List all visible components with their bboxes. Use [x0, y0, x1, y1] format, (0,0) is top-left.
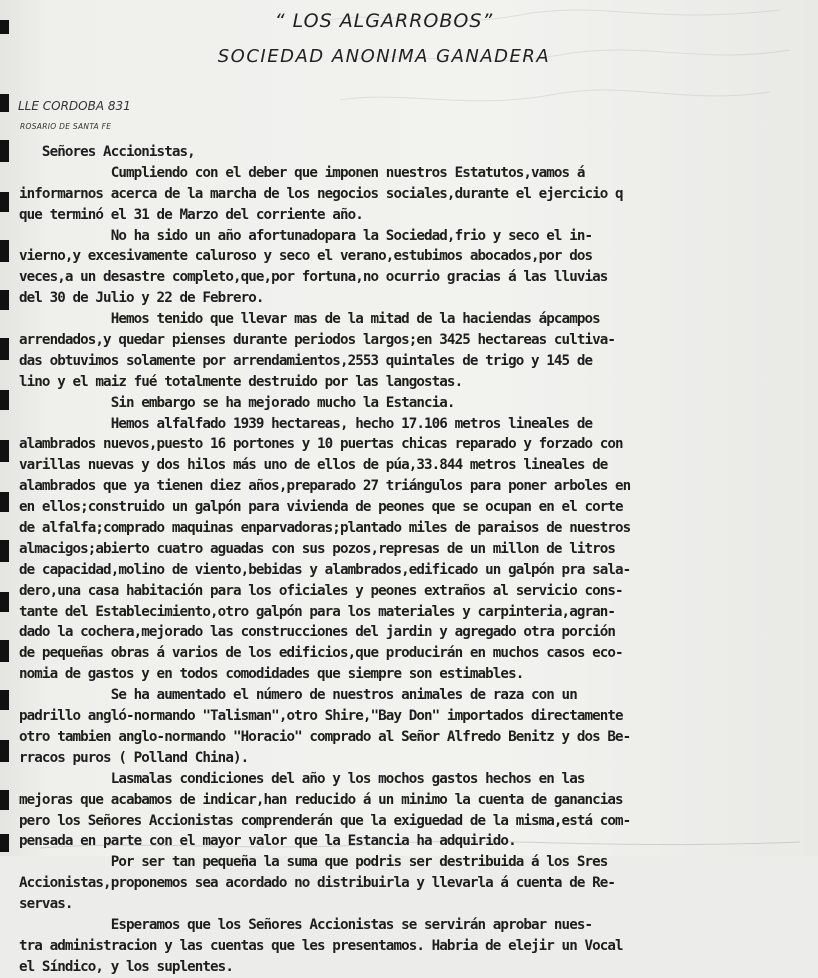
company-name: “ LOS ALGARROBOS” [274, 10, 494, 32]
body-line: dado la cochera,mejorado las construcciones del jardin y agregado otra porción [19, 624, 616, 641]
binding-hole [0, 640, 9, 662]
body-line: Lasmalas condiciones del año y los mochos gastos hechos en las [19, 770, 585, 787]
body-line: Accionistas,proponemos sea acordado no distribuirla y llevarla á cuenta de Re- [19, 875, 616, 892]
binding-hole [0, 192, 9, 212]
company-type: SOCIEDAD ANONIMA GANADERA [217, 46, 551, 67]
body-line: del 30 de Julio y 22 de Febrero. [19, 290, 264, 307]
city-address: ROSARIO DE SANTA FE [20, 122, 112, 131]
binding-hole [0, 492, 9, 512]
body-line: almacigos;abierto cuatro aguadas con sus pozos,represas de un millon de litros [19, 540, 616, 557]
binding-hole [0, 140, 9, 162]
binding-hole [0, 592, 9, 612]
body-line: Hemos tenido que llevar mas de la mitad de la haciendas ápcampos [19, 311, 600, 328]
body-line: de pequeñas obras á varios de los edificios,que producirán en muchos casos eco- [19, 645, 623, 662]
body-line: informarnos acerca de la marcha de los negocios sociales,durante el ejercicio q [19, 185, 623, 202]
binding-hole [0, 740, 9, 762]
binding-hole [0, 94, 9, 112]
binding-hole [0, 690, 9, 710]
body-line: dero,una casa habitación para los oficiales y peones extraños al servicio cons- [19, 582, 623, 599]
body-line: vierno,y excesivamente caluroso y seco el verano,estubimos abocados,por dos [19, 248, 593, 265]
body-line: No ha sido un año afortunadopara la Sociedad,frio y seco el in- [19, 227, 593, 244]
body-line: otro tambien anglo-normando "Horacio" comprado al Señor Alfredo Benitz y dos Be- [19, 728, 631, 745]
body-line: servas. [19, 896, 73, 913]
body-line: Sin embargo se ha mejorado mucho la Estancia. [19, 394, 455, 411]
body-line: Por ser tan pequeña la suma que podris ser destribuida á los Sres [19, 854, 608, 871]
body-line: das obtuvimos solamente por arrendamientos,2553 quintales de trigo y 145 de [19, 352, 593, 369]
body-line: en ellos;construido un galpón para vivienda de peones que se ocupan en el corte [19, 499, 623, 516]
binding-hole [0, 440, 9, 462]
body-line: varillas nuevas y dos hilos más uno de ellos de púa,33.844 metros lineales de [19, 457, 608, 474]
body-line: Esperamos que los Señores Accionistas se servirán aprobar nues- [19, 916, 593, 933]
binding-hole [0, 790, 9, 810]
body-line: mejoras que acabamos de indicar,han reducido á un minimo la cuenta de ganancias [19, 791, 623, 808]
body-line: padrillo angló-normando "Talisman",otro Shire,"Bay Don" importados directamente [19, 708, 623, 725]
binding-hole [0, 290, 9, 310]
body-line: tante del Establecimiento,otro galpón para los materiales y carpinteria,agran- [19, 603, 616, 620]
body-line: alambrados que ya tienen diez años,preparado 27 triángulos para poner arboles en [19, 478, 631, 495]
body-line: rracos puros ( Polland China). [19, 749, 249, 766]
body-line: Señores Accionistas, [19, 144, 195, 160]
body-line: veces,a un desastre completo,que,por fortuna,no ocurrio gracias á las lluvias [19, 269, 608, 286]
body-line: nomia de gastos y en todos comodidades que siempre son estimables. [19, 666, 524, 683]
body-line: Cumpliendo con el deber que imponen nuestros Estatutos,vamos á [19, 164, 585, 181]
body-line: Se ha aumentado el número de nuestros animales de raza con un [19, 687, 577, 704]
show-through-handwriting-bottom [0, 836, 818, 856]
body-line: pensada en parte con el mayor valor que la Estancia ha adquirido. [19, 833, 516, 850]
body-line: que terminó el 31 de Marzo del corriente año. [19, 206, 363, 223]
binding-hole [0, 338, 9, 360]
body-line: lino y el maiz fué totalmente destruido por las langostas. [19, 373, 463, 390]
body-line: pero los Señores Accionistas comprenderán que la exiguedad de la misma,está com- [19, 812, 631, 829]
binding-hole [0, 240, 9, 262]
body-line: el Síndico, y los suplentes. [19, 958, 233, 975]
street-address: LLE CORDOBA 831 [18, 99, 131, 113]
body-line: de capacidad,molino de viento,bebidas y alambrados,edificado un galpón pra sala- [19, 561, 631, 578]
body-line: arrendados,y quedar pienses durante periodos largos;en 3425 hectareas cultiva- [19, 332, 616, 349]
binding-hole [0, 540, 9, 562]
body-line: Hemos alfalfado 1939 hectareas, hecho 17.106 metros lineales de [19, 415, 593, 432]
body-line: tra administracion y las cuentas que les presentamos. Habria de elejir un Vocal [19, 937, 623, 954]
body-line: de alfalfa;comprado maquinas enparvadoras;plantado miles de paraisos de nuestros [19, 520, 631, 537]
body-line: alambrados nuevos,puesto 16 portones y 10 puertas chicas reparado y forzado con [19, 436, 623, 453]
binding-hole [0, 390, 9, 410]
